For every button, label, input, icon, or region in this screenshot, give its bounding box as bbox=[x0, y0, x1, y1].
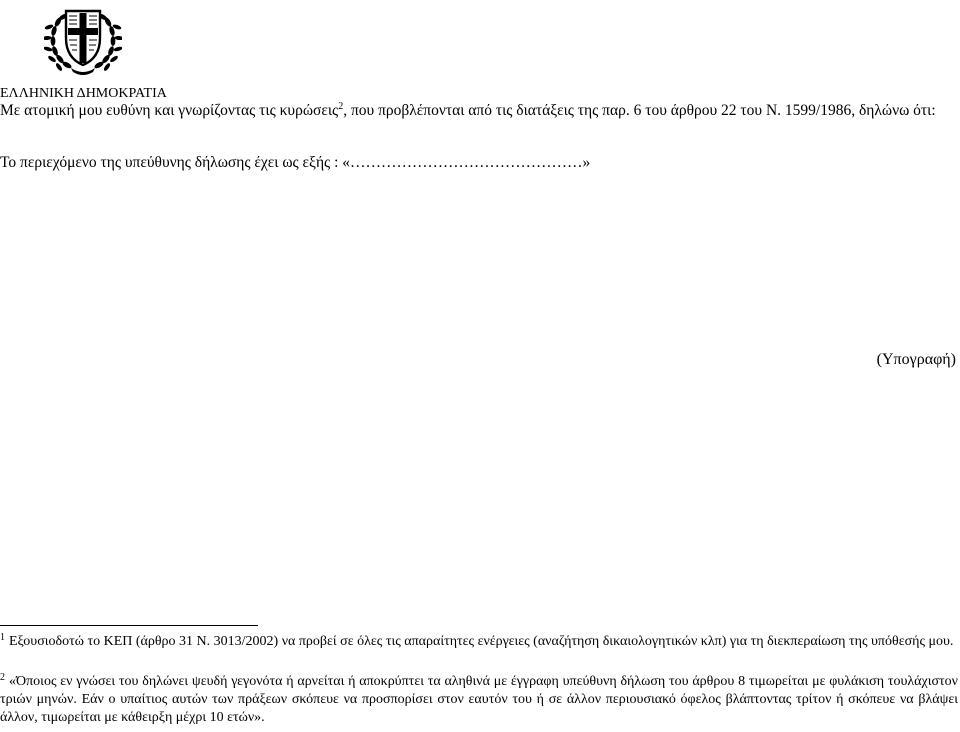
statement-footnote-mark: 2 bbox=[338, 100, 344, 112]
statement-text-before: Με ατομική μου ευθύνη και γνωρίζοντας τις κυρώσεις bbox=[0, 102, 339, 119]
greek-coat-of-arms-icon bbox=[44, 2, 122, 76]
declaration-statement bbox=[0, 101, 960, 121]
signature-label: (Υπογραφή) bbox=[876, 351, 956, 368]
footnote-1-mark: 1 bbox=[0, 632, 5, 643]
footnote-1 bbox=[0, 633, 958, 651]
footnote-2-text: «Όποιος εν γνώσει του δηλώνει ψευδή γεγονότα ή αρνείται ή αποκρύπτει τα αληθινά με έγγραφη υπεύθυνη δήλωση του άρθρου 8 τιμωρείται με φυλάκιση τουλάχιστον τριών μηνών. Εάν ο υπαίτιος αυτών των πράξεων σκόπευε να προσπορίσει στον εαυτόν του ή σε άλλον περιουσιακό όφελος βλάπτοντας τρίτον ή σκόπευε να βλάψει άλλον, τιμωρείται με κάθειρξη μέχρι 10 ετών». bbox=[0, 674, 958, 725]
footnote-2-mark: 2 bbox=[0, 672, 5, 683]
footnote-divider bbox=[0, 625, 258, 626]
republic-name: ΕΛΛΗΝΙΚΗ ΔΗΜΟΚΡΑΤΙΑ bbox=[0, 86, 167, 101]
footnote-1-text: Εξουσιοδοτώ το ΚΕΠ (άρθρο 31 Ν. 3013/2002) να προβεί σε όλες τις απαραίτητες ενέργειες (αναζήτηση δικαιολογητικών κλπ) για τη διεκπεραίωση της υπόθεσής μου. bbox=[9, 634, 954, 649]
footnote-2 bbox=[0, 673, 958, 727]
declaration-content: Το περιεχόμενο της υπεύθυνης δήλωσης έχει ως εξής : «………………………………………» bbox=[0, 154, 591, 171]
statement-text-after: , που προβλέπονται από τις διατάξεις της παρ. 6 του άρθρου 22 του Ν. 1599/1986, δηλώνω ότι: bbox=[343, 102, 936, 119]
